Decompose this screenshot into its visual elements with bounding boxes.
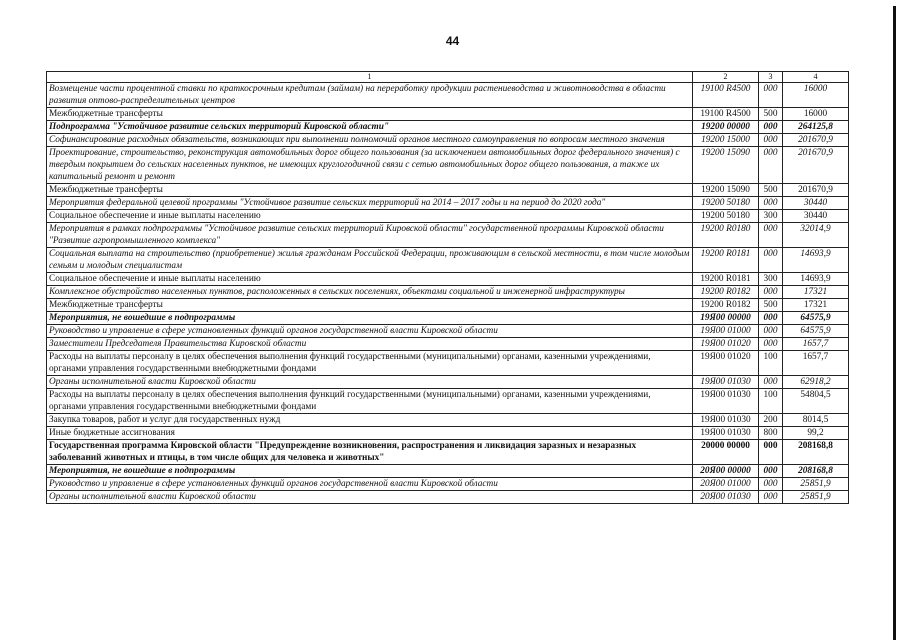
row-name-cell: Межбюджетные трансферты — [47, 299, 693, 312]
row-name-cell: Комплексное обустройство населенных пунктов, расположенных в сельских поселениях, объектами социальной и инженерной инфраструктуры — [47, 286, 693, 299]
row-code-cell: 19100 R4500 — [693, 108, 759, 121]
row-code-cell: 19Я00 01030 — [693, 427, 759, 440]
row-code-cell: 19Я00 01020 — [693, 351, 759, 376]
row-name-cell: Мероприятия, не вошедшие в подпрограммы — [47, 312, 693, 325]
row-code-cell: 19200 00000 — [693, 121, 759, 134]
row-code-cell: 19Я00 01030 — [693, 389, 759, 414]
row-name-cell: Социальная выплата на строительство (приобретение) жилья гражданам Российской Федерации, проживающим в сельской местности, в том числе молодым семьям и молодым специалистам — [47, 248, 693, 273]
table-row — [47, 248, 849, 273]
row-sum-cell: 14693,9 — [783, 248, 849, 273]
row-type-cell: 000 — [759, 465, 783, 478]
table-row — [47, 108, 849, 121]
row-type-cell: 100 — [759, 389, 783, 414]
row-type-cell: 500 — [759, 108, 783, 121]
table-row — [47, 273, 849, 286]
row-code-cell: 19100 R4500 — [693, 83, 759, 108]
table-row — [47, 414, 849, 427]
row-sum-cell: 1657,7 — [783, 338, 849, 351]
table-row — [47, 299, 849, 312]
row-sum-cell: 64575,9 — [783, 325, 849, 338]
row-code-cell: 19200 50180 — [693, 197, 759, 210]
row-type-cell: 500 — [759, 184, 783, 197]
row-sum-cell: 17321 — [783, 286, 849, 299]
row-code-cell: 19200 R0180 — [693, 223, 759, 248]
table-row — [47, 478, 849, 491]
row-type-cell: 000 — [759, 223, 783, 248]
row-code-cell: 19200 R0181 — [693, 273, 759, 286]
row-name-cell: Социальное обеспечение и иные выплаты населению — [47, 273, 693, 286]
row-sum-cell: 17321 — [783, 299, 849, 312]
row-type-cell: 300 — [759, 210, 783, 223]
row-type-cell: 000 — [759, 286, 783, 299]
row-sum-cell: 208168,8 — [783, 440, 849, 465]
table-row — [47, 134, 849, 147]
row-type-cell: 000 — [759, 147, 783, 184]
table-row — [47, 389, 849, 414]
row-code-cell: 19Я00 01030 — [693, 414, 759, 427]
row-code-cell: 19Я00 00000 — [693, 312, 759, 325]
row-sum-cell: 32014,9 — [783, 223, 849, 248]
row-type-cell: 300 — [759, 273, 783, 286]
table-row — [47, 325, 849, 338]
row-sum-cell: 30440 — [783, 210, 849, 223]
row-type-cell: 000 — [759, 248, 783, 273]
row-name-cell: Возмещение части процентной ставки по краткосрочным кредитам (займам) на переработку продукции растениеводства и животноводства в области развития оптово-распределительных центров — [47, 83, 693, 108]
row-name-cell: Заместители Председателя Правительства Кировской области — [47, 338, 693, 351]
row-name-cell: Подпрограмма "Устойчивое развитие сельских территорий Кировской области" — [47, 121, 693, 134]
row-code-cell: 20Я00 00000 — [693, 465, 759, 478]
row-code-cell: 19Я00 01020 — [693, 338, 759, 351]
row-type-cell: 000 — [759, 134, 783, 147]
table-row — [47, 286, 849, 299]
row-name-cell: Расходы на выплаты персоналу в целях обеспечения выполнения функций государственными (муниципальными) органами, казенными учреждениями, органами управления государственными внебюджетными фондами — [47, 351, 693, 376]
row-name-cell: Межбюджетные трансферты — [47, 108, 693, 121]
row-name-cell: Мероприятия в рамках подпрограммы "Устойчивое развитие сельских территорий Кировской области" государственной программы Кировской области "Развитие агропромышленного комплекса" — [47, 223, 693, 248]
table-row — [47, 83, 849, 108]
row-code-cell: 20Я00 01030 — [693, 491, 759, 504]
table-row — [47, 338, 849, 351]
page-edge-rule — [893, 6, 896, 640]
row-name-cell: Государственная программа Кировской области "Предупреждение возникновения, распространения и ликвидация заразных и незаразных заболеваний животных и птицы, в том числе общих для человека и животных" — [47, 440, 693, 465]
row-code-cell: 19200 R0181 — [693, 248, 759, 273]
row-sum-cell: 16000 — [783, 108, 849, 121]
table-row — [47, 312, 849, 325]
table-row — [47, 184, 849, 197]
row-code-cell: 19200 R0182 — [693, 299, 759, 312]
row-sum-cell: 25851,9 — [783, 491, 849, 504]
table-row — [47, 197, 849, 210]
budget-table — [46, 71, 849, 504]
row-type-cell: 000 — [759, 83, 783, 108]
page-number: 44 — [445, 34, 460, 48]
row-sum-cell: 16000 — [783, 83, 849, 108]
table-body — [47, 83, 849, 504]
header-col-4: 4 — [783, 72, 849, 83]
table-row — [47, 223, 849, 248]
header-col-1: 1 — [47, 72, 693, 83]
row-name-cell: Межбюджетные трансферты — [47, 184, 693, 197]
table-row — [47, 351, 849, 376]
row-type-cell: 000 — [759, 440, 783, 465]
row-name-cell: Закупка товаров, работ и услуг для государственных нужд — [47, 414, 693, 427]
row-type-cell: 200 — [759, 414, 783, 427]
row-type-cell: 000 — [759, 478, 783, 491]
row-sum-cell: 25851,9 — [783, 478, 849, 491]
row-code-cell: 20Я00 01000 — [693, 478, 759, 491]
row-code-cell: 20000 00000 — [693, 440, 759, 465]
row-name-cell: Расходы на выплаты персоналу в целях обеспечения выполнения функций государственными (муниципальными) органами, казенными учреждениями, органами управления государственными внебюджетными фондами — [47, 389, 693, 414]
row-sum-cell: 54804,5 — [783, 389, 849, 414]
row-sum-cell: 201670,9 — [783, 134, 849, 147]
row-code-cell: 19Я00 01030 — [693, 376, 759, 389]
row-sum-cell: 30440 — [783, 197, 849, 210]
table-header-row — [47, 72, 849, 83]
row-name-cell: Софинансирование расходных обязательств, возникающих при выполнении полномочий органов местного самоуправления по вопросам местного значения — [47, 134, 693, 147]
header-col-2: 2 — [693, 72, 759, 83]
table-row — [47, 427, 849, 440]
row-name-cell: Руководство и управление в сфере установленных функций органов государственной власти Кировской области — [47, 325, 693, 338]
table-row — [47, 121, 849, 134]
row-sum-cell: 201670,9 — [783, 184, 849, 197]
row-name-cell: Мероприятия федеральной целевой программы "Устойчивое развитие сельских территорий на 2014 – 2017 годы и на период до 2020 года" — [47, 197, 693, 210]
row-sum-cell: 62918,2 — [783, 376, 849, 389]
row-code-cell: 19200 R0182 — [693, 286, 759, 299]
row-sum-cell: 14693,9 — [783, 273, 849, 286]
row-type-cell: 000 — [759, 376, 783, 389]
table-row — [47, 491, 849, 504]
table-row — [47, 147, 849, 184]
row-code-cell: 19Я00 01000 — [693, 325, 759, 338]
row-code-cell: 19200 15000 — [693, 134, 759, 147]
row-type-cell: 800 — [759, 427, 783, 440]
row-code-cell: 19200 50180 — [693, 210, 759, 223]
row-name-cell: Органы исполнительной власти Кировской области — [47, 376, 693, 389]
header-col-3: 3 — [759, 72, 783, 83]
row-name-cell: Проектирование, строительство, реконструкция автомобильных дорог общего пользования (за исключением автомобильных дорог федерального значения) с твердым покрытием до сельских населенных пунктов, не имеющих круглогодичной связи с сетью автомобильных дорог общего пользования, а также их капитальный ремонт и ремонт — [47, 147, 693, 184]
row-name-cell: Руководство и управление в сфере установленных функций органов государственной власти Кировской области — [47, 478, 693, 491]
row-type-cell: 000 — [759, 338, 783, 351]
table-row — [47, 210, 849, 223]
row-sum-cell: 99,2 — [783, 427, 849, 440]
row-type-cell: 500 — [759, 299, 783, 312]
row-code-cell: 19200 15090 — [693, 184, 759, 197]
row-name-cell: Мероприятия, не вошедшие в подпрограммы — [47, 465, 693, 478]
row-code-cell: 19200 15090 — [693, 147, 759, 184]
row-type-cell: 100 — [759, 351, 783, 376]
row-sum-cell: 201670,9 — [783, 147, 849, 184]
row-type-cell: 000 — [759, 491, 783, 504]
row-sum-cell: 8014,5 — [783, 414, 849, 427]
row-name-cell: Социальное обеспечение и иные выплаты населению — [47, 210, 693, 223]
row-type-cell: 000 — [759, 121, 783, 134]
row-type-cell: 000 — [759, 312, 783, 325]
table-row — [47, 376, 849, 389]
row-type-cell: 000 — [759, 197, 783, 210]
table-row — [47, 465, 849, 478]
row-sum-cell: 1657,7 — [783, 351, 849, 376]
row-sum-cell: 64575,9 — [783, 312, 849, 325]
row-type-cell: 000 — [759, 325, 783, 338]
row-name-cell: Органы исполнительной власти Кировской области — [47, 491, 693, 504]
row-name-cell: Иные бюджетные ассигнования — [47, 427, 693, 440]
row-sum-cell: 208168,8 — [783, 465, 849, 478]
table-row — [47, 440, 849, 465]
row-sum-cell: 264125,8 — [783, 121, 849, 134]
